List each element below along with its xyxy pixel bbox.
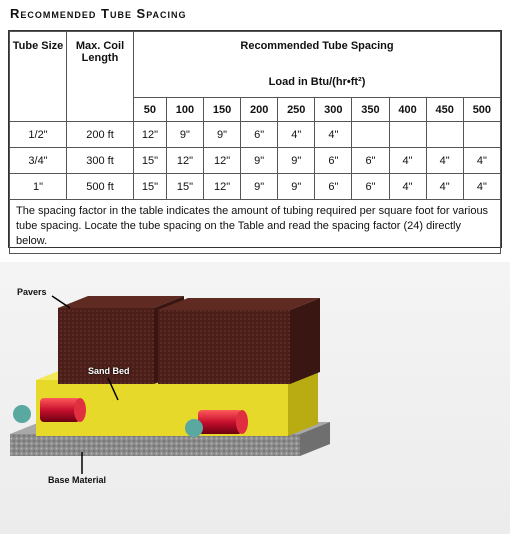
spacing-cell: 15": [166, 174, 203, 200]
table-note: The spacing factor in the table indicates the amount of tubing required per square foot for various tube spacing. Locate the tube spacing on the Table and read the spacing factor (24) directly below.: [10, 200, 501, 254]
load-header-cell: 400: [389, 98, 426, 122]
spacing-cell: 4": [389, 148, 426, 174]
spacing-table: [8, 30, 502, 248]
load-header-cell: 500: [463, 98, 500, 122]
spacing-cell: 15": [134, 174, 167, 200]
installation-diagram: [0, 262, 510, 534]
spacing-cell: [426, 122, 463, 148]
page-title: Recommended Tube Spacing: [10, 6, 187, 21]
spacing-cell: 6": [352, 174, 389, 200]
tube-size-cell: 1": [10, 174, 67, 200]
spacing-cell: 4": [315, 122, 352, 148]
layer-illustration: [0, 262, 510, 534]
spacing-cell: 4": [278, 122, 315, 148]
header-spacing: Recommended Tube Spacing Load in Btu/(hr•ft²): [134, 32, 501, 98]
load-header-cell: 350: [352, 98, 389, 122]
spacing-cell: 12": [134, 122, 167, 148]
coil-length-cell: 500 ft: [67, 174, 134, 200]
spacing-cell: 9": [241, 174, 278, 200]
tube-size-cell: 1/2": [10, 122, 67, 148]
header-coil-length: Max. Coil Length: [67, 32, 134, 122]
table-row: [10, 122, 501, 148]
spacing-cell: [389, 122, 426, 148]
spacing-cell: 4": [426, 148, 463, 174]
spacing-cell: 6": [315, 174, 352, 200]
table-row: [10, 148, 501, 174]
load-header-cell: 100: [166, 98, 203, 122]
spacing-cell: 6": [241, 122, 278, 148]
spacing-cell: 9": [278, 174, 315, 200]
spacing-cell: 9": [203, 122, 240, 148]
load-header-cell: 250: [278, 98, 315, 122]
spacing-cell: 6": [352, 148, 389, 174]
spacing-cell: 9": [166, 122, 203, 148]
load-header-cell: 150: [203, 98, 240, 122]
spacing-cell: 12": [203, 174, 240, 200]
spacing-cell: 6": [315, 148, 352, 174]
load-label: Load in Btu/(hr•ft²): [268, 76, 366, 88]
header-tube-size: Tube Size: [10, 32, 67, 122]
table-row: [10, 174, 501, 200]
spacing-cell: 9": [278, 148, 315, 174]
tube-size-cell: 3/4": [10, 148, 67, 174]
spacing-cell: [352, 122, 389, 148]
spacing-cell: 12": [166, 148, 203, 174]
spacing-cell: 4": [463, 148, 500, 174]
spacing-cell: [463, 122, 500, 148]
base-material-label: Base Material: [48, 475, 107, 485]
load-header-cell: 200: [241, 98, 278, 122]
pavers-label: Pavers: [17, 287, 47, 297]
load-header-cell: 300: [315, 98, 352, 122]
spacing-cell: 4": [426, 174, 463, 200]
coil-length-cell: 200 ft: [67, 122, 134, 148]
load-header-cell: 50: [134, 98, 167, 122]
spacing-cell: 12": [203, 148, 240, 174]
sand-bed-label: Sand Bed: [88, 366, 130, 376]
coil-length-cell: 300 ft: [67, 148, 134, 174]
pavers-leader: [52, 296, 70, 308]
spacing-cell: 15": [134, 148, 167, 174]
spacing-cell: 9": [241, 148, 278, 174]
tube-left: [13, 398, 86, 423]
spacing-cell: 4": [463, 174, 500, 200]
load-header-cell: 450: [426, 98, 463, 122]
spacing-cell: 4": [389, 174, 426, 200]
